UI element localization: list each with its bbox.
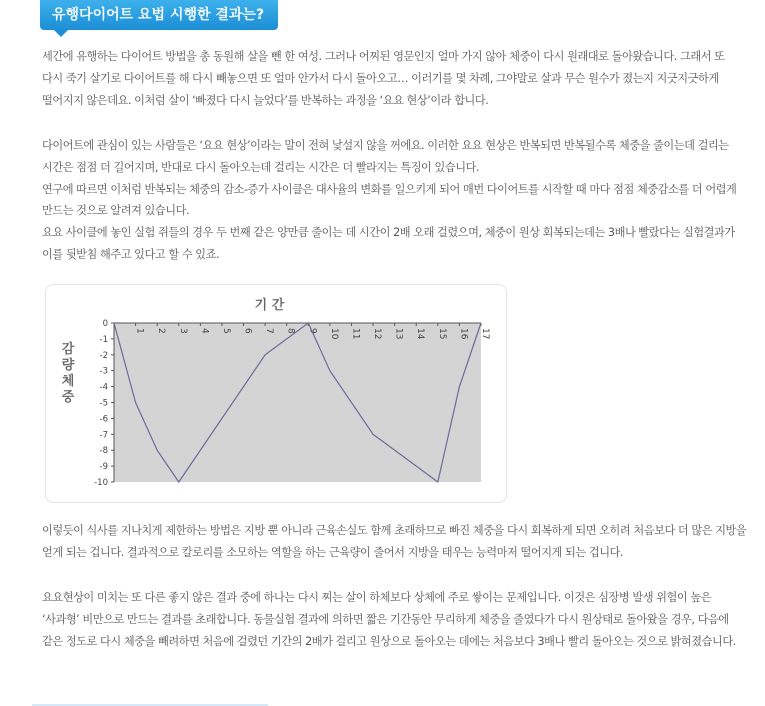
- y-tick-label: -6: [99, 414, 108, 425]
- y-tick-label: -7: [99, 430, 108, 441]
- x-tick-label: 10: [328, 328, 339, 340]
- x-tick-label: 5: [220, 328, 231, 334]
- weight-chart-frame: [45, 284, 507, 503]
- x-tick-label: 2: [156, 328, 167, 334]
- x-tick-label: 17: [480, 328, 490, 340]
- paragraph-yoyo-group: [42, 135, 747, 266]
- plot-background: [114, 323, 481, 482]
- x-tick-label: 14: [415, 328, 426, 340]
- paragraph-yoyo-definition: 다이어트에 관심이 있는 사람들은 ‘요요 현상’이라는 말이 전혀 낯설지 않을 꺼에요. 이러한 요요 현상은 반복되면 반복될수록 체중을 줄이는데 걸리는 시간은 점점 더 길어지며, 반대로 다시 돌아오는데 걸리는 시간은 더 빨라지는 특징이 있습니다.: [42, 139, 729, 174]
- y-axis-label-char: 체: [61, 374, 75, 389]
- x-tick-label: 8: [285, 328, 296, 334]
- y-tick-label: 0: [102, 319, 108, 329]
- x-tick-label: 11: [350, 328, 361, 340]
- y-tick-label: -10: [94, 478, 108, 488]
- y-tick-label: -2: [99, 350, 108, 361]
- paragraph-intro: 세간에 유행하는 다이어트 방법을 총 동원해 살을 뺀 한 여성. 그러나 어찌된 영문인지 얼마 가지 않아 체중이 다시 원래대로 돌아왔습니다. 그래서 또 다시 죽기 살기로 다이어트를 해 다시 빼놓으면 또 얼마 안가서 다시 돌아오고… 이러기를 몇 차례, 그야말로 살과 무슨 원수가 졌는지 지긋지긋하게 떨어지지 않은데요. 이처럼 살이 ‘빠졌다 다시 늘었다’를 반복하는 과정을 ‘요요 현상’이라 합니다.: [42, 50, 725, 107]
- x-tick-label: 4: [199, 328, 210, 334]
- x-tick-label: 15: [436, 328, 447, 340]
- y-tick-label: -4: [99, 382, 108, 393]
- section-title-tab: [40, 0, 278, 30]
- x-tick-label: 3: [177, 328, 188, 334]
- paragraph-rat-experiment: 요요 사이클에 놓인 실험 쥐들의 경우 두 번째 같은 양만큼 줄이는 데 시간이 2배 오래 걸렸으며, 체중이 원상 회복되는데는 3배나 빨랐다는 실험결과가 이를 뒷받침 해주고 있다고 할 수 있죠.: [42, 226, 735, 261]
- y-axis-label-char: 량: [61, 358, 75, 373]
- chart-title: 기 간: [254, 298, 285, 313]
- x-tick-label: 16: [458, 328, 469, 340]
- paragraph-research: 연구에 따르면 이처럼 반복되는 체중의 감소-증가 사이클은 대사율의 변화를 일으키게 되어 매번 다이어트를 시작할 때 마다 점점 체중감소를 더 어렵게 만드는 것으로 알려져 있습니다.: [42, 182, 737, 218]
- x-tick-label: 13: [393, 328, 404, 340]
- x-tick-label: 9: [307, 328, 318, 334]
- y-tick-label: -9: [99, 462, 108, 473]
- weight-chart: [46, 285, 506, 502]
- y-axis-label: [62, 341, 75, 405]
- section-title: 유행다이어트 요법 시행한 결과는?: [52, 7, 265, 23]
- y-tick-label: -3: [99, 366, 108, 377]
- paragraph-muscle-loss: 이렇듯이 식사를 지나치게 제한하는 방법은 지방 뿐 아니라 근육손실도 함께 초래하므로 빠진 체중을 다시 회복하게 되면 오히려 처음보다 더 많은 지방을 얻게 되는 겁니다. 결과적으로 칼로리를 소모하는 역할을 하는 근육량이 줄어서 지방을 태우는 능력마저 떨어지게 되는 겁니다.: [42, 524, 747, 559]
- y-tick-label: -1: [99, 334, 108, 345]
- x-tick-label: 6: [242, 328, 253, 334]
- paragraph-apple-obesity: 요요현상이 미치는 또 다른 좋지 않은 결과 중에 하나는 다시 찌는 살이 하체보다 상체에 주로 쌓이는 문제입니다. 이것은 심장병 발생 위험이 높은 ‘사과형’ 비만으로 만드는 결과를 초래합니다. 동물실험 결과에 의하면 짧은 기간동안 무리하게 체중을 줄였다가 다시 원상태로 돌아왔을 경우, 다음에 같은 정도로 다시 체중을 빼려하면 처음에 걸렸던 기간의 2배가 걸리고 원상으로 돌아오는 데에는 처음보다 3배나 빨리 돌아오는 것으로 밝혀졌습니다.: [42, 591, 736, 648]
- y-axis-label-char: 중: [61, 390, 75, 405]
- x-tick-label: 7: [264, 328, 275, 334]
- y-tick-labels: [94, 319, 114, 488]
- x-tick-label: 12: [372, 328, 383, 340]
- y-axis-label-char: 감: [61, 342, 75, 357]
- y-tick-label: -5: [99, 398, 108, 409]
- x-tick-label: 1: [134, 328, 145, 334]
- y-tick-label: -8: [99, 446, 108, 457]
